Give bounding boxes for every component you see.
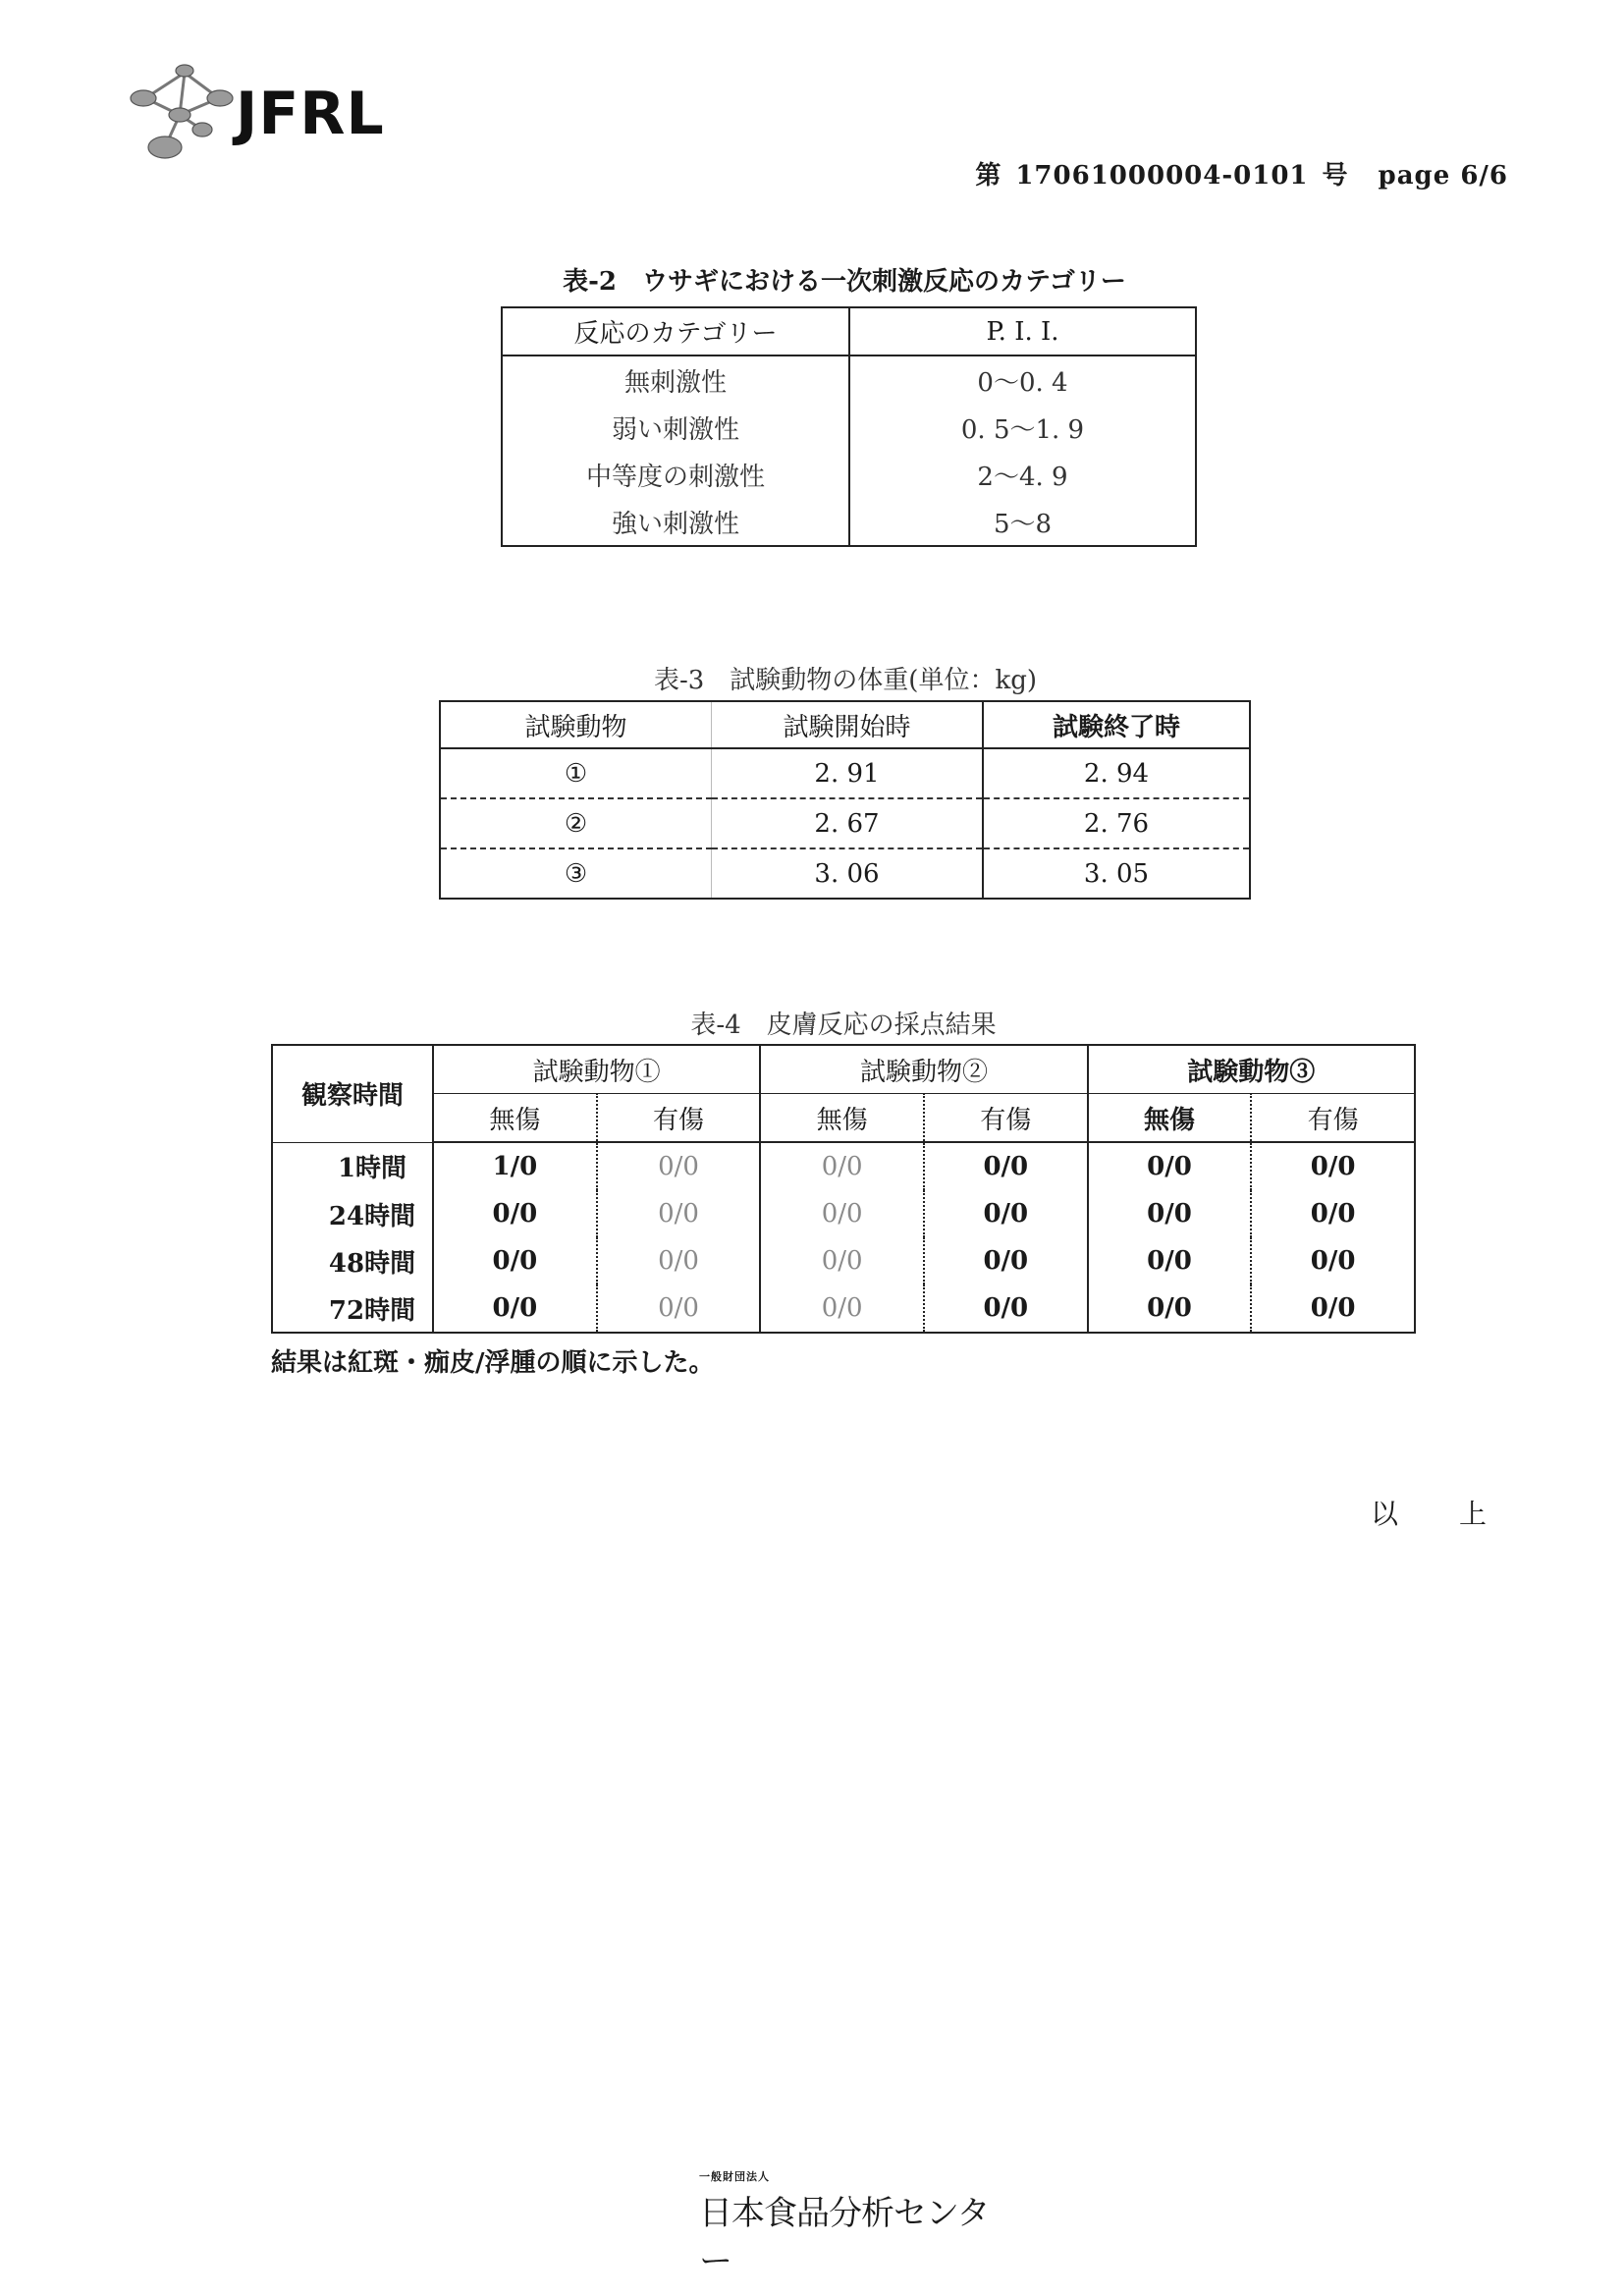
table-row (502, 404, 1196, 451)
table-row (502, 355, 1196, 404)
table-cell: 0/0 (760, 1237, 924, 1285)
table-cell: 0/0 (1088, 1190, 1252, 1237)
group-header: 試験動物③ (1088, 1045, 1415, 1094)
jfrl-logo (126, 61, 440, 169)
table-cell: 0/0 (760, 1285, 924, 1333)
table-cell: 0/0 (597, 1237, 761, 1285)
table-cell: 0/0 (597, 1142, 761, 1190)
footer-org-name: 日本食品分析センター (699, 2194, 990, 2281)
document-number (975, 155, 1508, 191)
table4-caption: 表-4 皮膚反応の採点結果 (690, 1011, 997, 1040)
table-header: 試験開始時 (712, 701, 984, 748)
subheader: 無傷 (1088, 1094, 1252, 1143)
table-cell: 弱い刺激性 (502, 404, 849, 451)
table-row (272, 1190, 1415, 1237)
subheader: 無傷 (760, 1094, 924, 1143)
table-cell: 0/0 (433, 1237, 597, 1285)
results-note: 結果は紅斑・痂皮/浮腫の順に示した。 (271, 1348, 715, 1378)
table-header: P. I. I. (849, 307, 1196, 355)
table-header-row (440, 701, 1250, 748)
table-row (272, 1285, 1415, 1333)
table-row (502, 498, 1196, 546)
table-cell: 0/0 (597, 1285, 761, 1333)
end-mark: 以上 (1371, 1498, 1548, 1530)
doc-number: 17061000004-0101 (1015, 161, 1309, 191)
table-cell: 0～0. 4 (977, 367, 1068, 398)
irritation-category-table (501, 306, 1197, 547)
subheader: 有傷 (924, 1094, 1088, 1143)
table-cell: 0/0 (1088, 1285, 1252, 1333)
table-cell: 3. 06 (712, 848, 984, 899)
table-cell: 2. 91 (712, 748, 984, 798)
table-row (440, 748, 1250, 798)
table-cell: 強い刺激性 (502, 498, 849, 546)
table-cell: 0. 5～1. 9 (960, 414, 1085, 445)
footer-org-type: 一般財団法人 (699, 2170, 770, 2183)
table-cell: 2. 76 (983, 798, 1250, 848)
table-row (440, 848, 1250, 899)
table-cell: 0/0 (1088, 1142, 1252, 1190)
table-cell: 2～4. 9 (977, 462, 1068, 492)
table-cell: 5～8 (993, 509, 1053, 539)
table-header: 反応のカテゴリー (502, 307, 849, 355)
table-header-row (502, 307, 1196, 355)
table-cell: 0/0 (597, 1190, 761, 1237)
table-cell: 24時間 (272, 1190, 433, 1237)
table-header: 試験動物 (440, 701, 712, 748)
table-cell: 0/0 (760, 1190, 924, 1237)
table3-caption: 表-3 試験動物の体重(単位：kg) (653, 666, 1037, 695)
table-cell: 3. 05 (1083, 858, 1150, 889)
group-header: 試験動物① (433, 1045, 760, 1094)
skin-reaction-score-table (271, 1044, 1416, 1334)
doc-suffix: 号 (1322, 161, 1349, 191)
table-cell: 2. 67 (712, 798, 984, 848)
table-cell: 0/0 (1088, 1237, 1252, 1285)
table-cell: 1時間 (272, 1142, 433, 1190)
table-cell: 0/0 (924, 1142, 1088, 1190)
doc-prefix: 第 (975, 161, 1002, 191)
logo-text: JFRL (236, 80, 385, 148)
table-row (440, 798, 1250, 848)
table-cell: 0/0 (1310, 1152, 1356, 1181)
table-header: 観察時間 (272, 1045, 433, 1142)
table-header: 試験終了時 (983, 701, 1250, 748)
table2-caption: 表-2 ウサギにおける一次刺激反応のカテゴリー (563, 267, 1126, 297)
table-row (502, 451, 1196, 498)
group-header: 試験動物② (760, 1045, 1087, 1094)
table-cell: 0/0 (433, 1285, 597, 1333)
table-cell: 0/0 (1310, 1246, 1356, 1276)
table-cell: 48時間 (272, 1237, 433, 1285)
table-subheader-row (272, 1094, 1415, 1143)
table-cell: 0/0 (924, 1190, 1088, 1237)
table-cell: 中等度の刺激性 (502, 451, 849, 498)
table-cell: 0/0 (1310, 1199, 1356, 1229)
table-cell: 0/0 (924, 1237, 1088, 1285)
table-cell: 無刺激性 (502, 355, 849, 404)
table-cell: 2. 94 (983, 748, 1250, 798)
table-cell: 0/0 (924, 1285, 1088, 1333)
body-weight-table (439, 700, 1251, 900)
table-cell: ③ (440, 848, 712, 899)
table-row (272, 1142, 1415, 1190)
table-cell: 0/0 (760, 1142, 924, 1190)
page-indicator: page 6/6 (1378, 161, 1508, 191)
table-cell: ② (440, 798, 712, 848)
table-header-row (272, 1045, 1415, 1094)
table-cell: 0/0 (433, 1190, 597, 1237)
molecule-logo-icon (126, 61, 236, 164)
subheader: 有傷 (1251, 1094, 1415, 1143)
table-cell: 72時間 (272, 1285, 433, 1333)
table-cell: 0/0 (1310, 1293, 1356, 1323)
table-cell: ① (440, 748, 712, 798)
subheader: 有傷 (597, 1094, 761, 1143)
table-row (272, 1237, 1415, 1285)
subheader: 無傷 (433, 1094, 597, 1143)
table-cell: 1/0 (433, 1142, 597, 1190)
footer-organization (699, 2168, 994, 2282)
